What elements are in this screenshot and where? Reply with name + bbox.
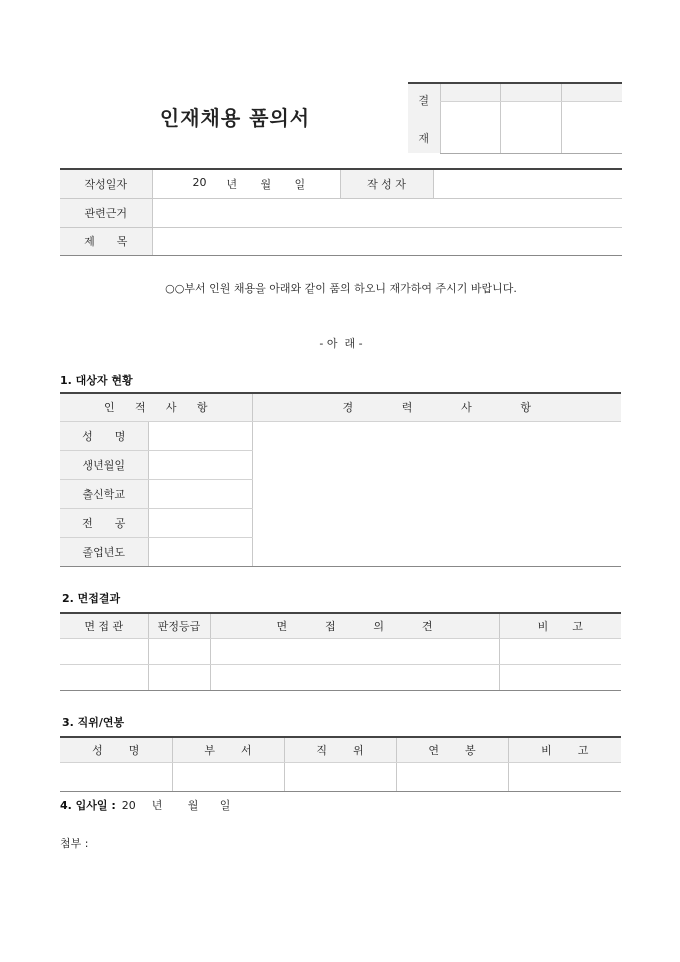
intro-text: ○○부서 인원 채용을 아래와 같이 품의 하오니 재가하여 주시기 바랍니다. (165, 282, 517, 295)
header-grade: 판정등급 (148, 613, 210, 638)
date-label: 작성일자 (60, 169, 152, 198)
birthdate-field[interactable] (148, 450, 252, 479)
header-pos-dept-char-2: 서 (241, 743, 252, 757)
header-pos-salary (396, 737, 508, 762)
header-pos-note-char-2: 고 (577, 743, 589, 757)
approval-label-bottom: 재 (418, 131, 430, 145)
row-label-gradyear: 졸업년도 (60, 537, 148, 566)
header-opinion-char-2: 접 (324, 619, 336, 633)
header-personal-char-3: 사 (165, 401, 177, 415)
pos-salary-cell[interactable] (396, 762, 508, 791)
subject-field[interactable] (152, 227, 622, 255)
header-personal-char-1: 인 (104, 401, 115, 415)
school-field[interactable] (148, 479, 252, 508)
name-field[interactable] (148, 421, 252, 450)
interviewer-cell[interactable] (60, 638, 148, 664)
start-month-unit: 월 (187, 799, 199, 812)
approval-header-2 (500, 83, 561, 101)
date-year: 20 (192, 175, 207, 189)
section4-title: 4. 입사일 : (60, 799, 116, 812)
opinion-cell[interactable] (210, 664, 499, 690)
approval-header-1 (440, 83, 500, 101)
header-pos-dept (172, 737, 284, 762)
grade-cell[interactable] (148, 638, 210, 664)
header-personal (60, 393, 252, 421)
row-label-major-char-1: 전 (82, 516, 93, 530)
header-career (252, 393, 621, 421)
header-pos-name (60, 737, 172, 762)
header-opinion (210, 613, 499, 638)
date-day-unit: 일 (294, 177, 306, 191)
header-personal-char-2: 적 (134, 401, 146, 415)
writer-label: 작 성 자 (340, 169, 433, 198)
career-field[interactable] (252, 421, 621, 566)
header-career-char-4: 항 (520, 401, 531, 415)
gradyear-field[interactable] (148, 537, 252, 566)
section3-title: 3. 직위/연봉 (62, 716, 125, 729)
header-pos-name-char-2: 명 (128, 743, 140, 757)
header-note (499, 613, 621, 638)
header-pos-title-char-1: 직 (316, 743, 327, 757)
pos-title-cell[interactable] (284, 762, 396, 791)
major-field[interactable] (148, 508, 252, 537)
subject-label-char-2: 목 (116, 235, 128, 248)
header-note-char-1: 비 (537, 619, 549, 633)
header-opinion-char-1: 면 (276, 619, 288, 633)
header-personal-char-4: 항 (196, 401, 208, 415)
attachment-label: 첨부 : (60, 837, 89, 850)
header-note-char-2: 고 (572, 619, 583, 633)
pos-dept-cell[interactable] (172, 762, 284, 791)
header-pos-dept-char-1: 부 (204, 743, 215, 757)
row-label-birthdate: 생년월일 (60, 450, 148, 479)
pos-note-cell[interactable] (508, 762, 621, 791)
below-marker: - 아 래 - (319, 337, 363, 350)
start-year: 20 (121, 798, 136, 812)
approval-header-3 (561, 83, 622, 101)
section2-title: 2. 면접결과 (62, 592, 121, 605)
candidate-table (60, 392, 621, 567)
header-pos-note (508, 737, 621, 762)
interviewer-cell[interactable] (60, 664, 148, 690)
approval-label (408, 83, 440, 153)
section1-title: 1. 대상자 현황 (60, 374, 133, 387)
header-pos-name-char-1: 성 (92, 743, 103, 757)
date-year-unit: 년 (226, 177, 238, 191)
interview-table (60, 612, 621, 691)
pos-name-cell[interactable] (60, 762, 172, 791)
approval-sign-3[interactable] (561, 101, 622, 153)
document-title: 인재채용 품의서 (159, 106, 311, 130)
header-pos-note-char-1: 비 (541, 743, 552, 757)
approval-sign-1[interactable] (440, 101, 500, 153)
header-pos-salary-char-2: 봉 (465, 743, 476, 757)
subject-label-char-1: 제 (84, 235, 95, 248)
header-opinion-char-4: 견 (421, 619, 433, 633)
opinion-cell[interactable] (210, 638, 499, 664)
section4-line (60, 797, 230, 813)
row-label-school: 출신학교 (60, 479, 148, 508)
basis-field[interactable] (152, 198, 622, 227)
info-table (60, 168, 622, 256)
start-year-unit: 년 (151, 799, 163, 812)
date-field[interactable] (152, 169, 340, 198)
start-day-unit: 일 (219, 799, 231, 812)
row-label-name-char-1: 성 (82, 429, 93, 443)
approval-sign-2[interactable] (500, 101, 561, 153)
grade-cell[interactable] (148, 664, 210, 690)
note-cell[interactable] (499, 664, 621, 690)
approval-label-top: 결 (418, 93, 430, 107)
header-pos-title-char-2: 위 (353, 743, 364, 757)
header-career-char-1: 경 (342, 401, 354, 415)
writer-field[interactable] (433, 169, 622, 198)
subject-label (60, 227, 152, 255)
header-pos-salary-char-1: 연 (428, 743, 439, 757)
position-table (60, 736, 621, 792)
row-label-major-char-2: 공 (114, 516, 126, 530)
note-cell[interactable] (499, 638, 621, 664)
header-opinion-char-3: 의 (373, 619, 385, 633)
approval-box (408, 82, 622, 154)
date-month-unit: 월 (260, 177, 272, 191)
row-label-name-char-2: 명 (114, 429, 126, 443)
header-interviewer: 면 접 관 (60, 613, 148, 638)
header-pos-title (284, 737, 396, 762)
basis-label: 관련근거 (60, 198, 152, 227)
header-career-char-3: 사 (461, 401, 472, 415)
row-label-major (60, 508, 148, 537)
header-career-char-2: 력 (401, 401, 413, 415)
row-label-name (60, 421, 148, 450)
